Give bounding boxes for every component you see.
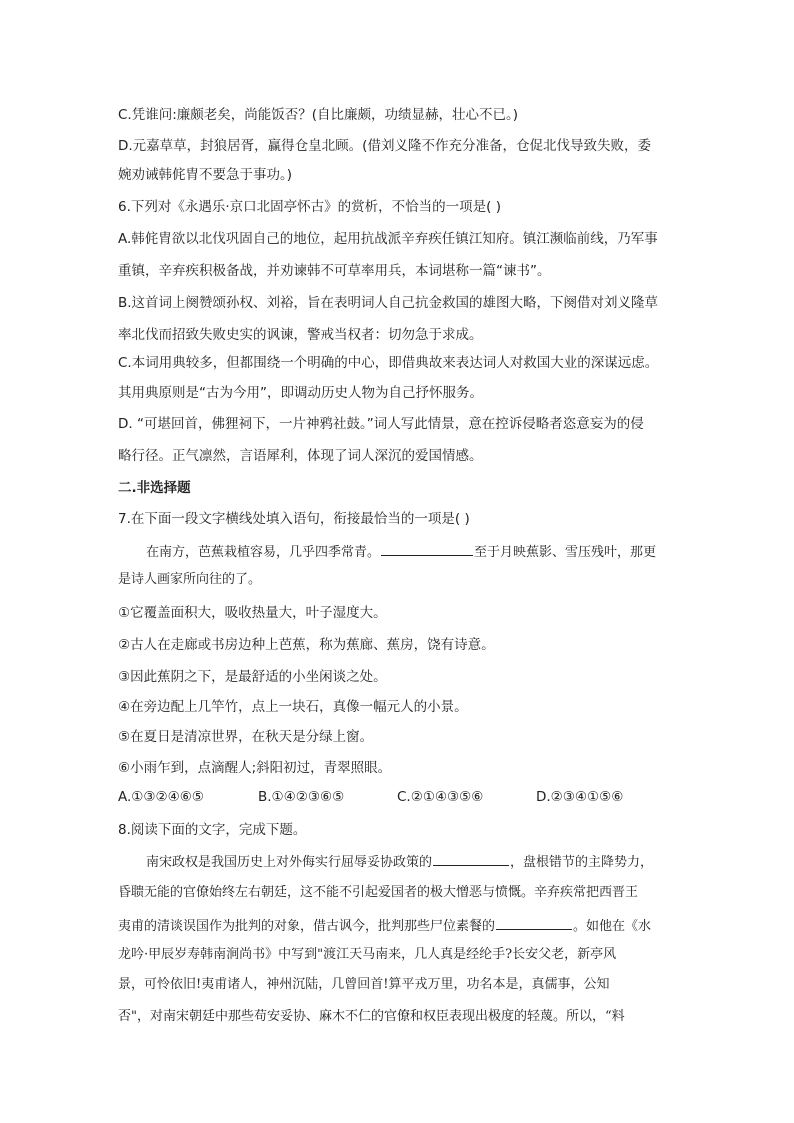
q7-item-1: ①它覆盖面积大，吸收热量大，叶子湿度大。 [118, 605, 387, 621]
q6-option-c-line-1: C.本词用典较多，但都围绕一个明确的中心，即借典故来表达词人对救国大业的深谋远虑。 [118, 355, 659, 371]
q8-passage-line-3 [118, 915, 678, 937]
q6-option-a-line-1: A.韩侂胄欲以北伐巩固自己的地位，起用抗战派辛弃疾任镇江知府。镇江濒临前线，乃军事 [118, 231, 658, 247]
q7-item-3: ③因此蕉阴之下，是最舒适的小坐闲谈之处。 [118, 669, 387, 685]
q7-item-2: ②古人在走廊或书房边种上芭蕉，称为蕉廊、蕉房，饶有诗意。 [118, 637, 495, 653]
q6-option-a-line-2: 重镇，辛弃疾积极备战，并劝谏韩不可草率用兵，本词堪称一篇“谏书”。 [118, 263, 551, 279]
q6-option-b-line-1: B.这首词上阕赞颂孙权、刘裕，旨在表明词人自己抗金救国的雄图大略，下阕借对刘义隆草 [118, 295, 659, 311]
q6-option-d-line-1: D. “可堪回首，佛狸祠下，一片神鸦社鼓。”词人写此情景，意在控诉侵略者恣意妄为的侵 [118, 416, 644, 432]
q7-option-b[interactable]: B.①④②③⑥⑤ [258, 789, 345, 805]
part-2-heading: 二.非选择题 [118, 480, 191, 496]
q6-option-b-line-2: 率北伐而招致失败史实的讽谏，警戒当权者：切勿急于求成。 [118, 327, 483, 343]
q7-item-6: ⑥小雨乍到，点滴醒人;斜阳初过，青翠照眼。 [118, 760, 392, 776]
option-d-line-2: 婉劝诫韩侂胄不要急于事功。) [118, 167, 293, 183]
q7-item-5: ⑤在夏日是清凉世界，在秋天是分绿上窗。 [118, 729, 374, 745]
q8-passage-line-2: 昏聩无能的官僚始终左右朝廷，这不能不引起爱国者的极大憎恶与愤慨。辛弃疾常把西晋王 [118, 885, 639, 900]
option-c-line: C.凭谁问:廉颇老矣，尚能饭否？(自比廉颇，功绩显赫，壮心不已。) [118, 107, 519, 123]
option-d-line-1: D.元嘉草草，封狼居胥，赢得仓皇北顾。(借刘义隆不作充分准备，仓促北伐导致失败，委 [118, 138, 651, 154]
question-6-stem: 6.下列对《永遇乐·京口北固亭怀古》的赏析，不恰当的一项是( ) [118, 199, 501, 215]
q8-answer-blank-1[interactable] [433, 851, 509, 866]
q7-item-4: ④在旁边配上几竿竹，点上一块石，真像一幅元人的小景。 [118, 699, 468, 715]
q7-passage-line-1 [146, 541, 706, 563]
q8-passage-line-1 [146, 851, 706, 873]
q7-passage-text: 在南方，芭蕉栽植容易，几乎四季常青。 [146, 545, 381, 560]
q7-option-c[interactable]: C.②①④③⑤⑥ [397, 789, 484, 805]
question-7-stem: 7.在下面一段文字横线处填入语句，衔接最恰当的一项是( ) [118, 511, 470, 527]
q8-passage-text: ，盘根错节的主降势力， [510, 855, 654, 870]
q8-passage-text: 南宋政权是我国历史上对外侮实行屈辱妥协政策的 [146, 855, 433, 870]
q7-passage-text: 至于月映蕉影、雪压残叶，那更 [474, 545, 657, 560]
q8-passage-line-5: 景，可怜依旧!夷甫诸人，神州沉陆，几曾回首!算平戎万里，功名本是，真儒事，公知 [118, 977, 610, 992]
q7-option-d[interactable]: D.②③④①⑤⑥ [536, 789, 624, 805]
q6-option-d-line-2: 略行径。正气凛然，言语犀利，体现了词人深沉的爱国情感。 [118, 448, 483, 464]
q7-passage-line-2: 是诗人画家所向往的了。 [118, 572, 262, 587]
q7-answer-blank[interactable] [381, 541, 473, 556]
q8-passage-line-6: 否"，对南宋朝廷中那些苟安妥协、麻木不仁的官僚和权臣表现出极度的轻蔑。所以，“料 [118, 1009, 625, 1024]
q8-passage-text: 夷甫的清谈误国作为批判的对象，借古讽今，批判那些尸位素餐的 [118, 919, 496, 934]
q8-answer-blank-2[interactable] [496, 915, 572, 930]
q8-passage-text: 。如他在《水 [573, 919, 652, 934]
question-8-stem: 8.阅读下面的文字，完成下题。 [118, 822, 307, 838]
q6-option-c-line-2: 其用典原则是“古为今用”，即调动历史人物为自己抒怀服务。 [118, 385, 483, 401]
q8-passage-line-4: 龙吟·甲辰岁寿韩南涧尚书》中写到"渡江天马南来，几人真是经纶手?长安父老，新亭风 [118, 947, 617, 962]
q7-option-a[interactable]: A.①③②④⑥⑤ [118, 789, 204, 805]
